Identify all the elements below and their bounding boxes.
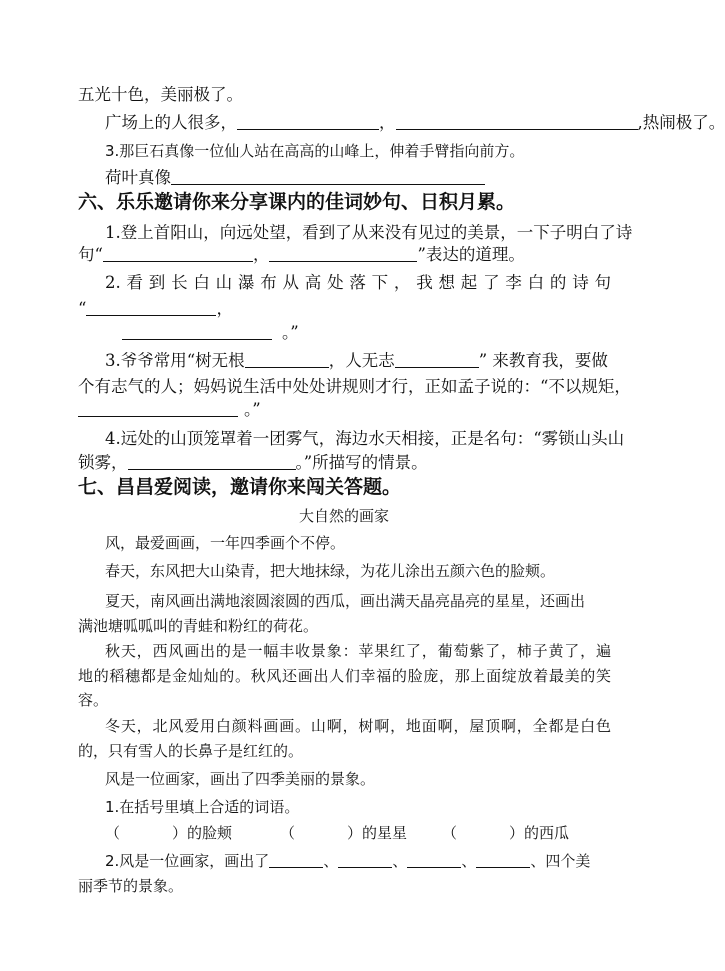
text: 、 xyxy=(323,852,339,870)
text: ,热闹极了。 xyxy=(637,113,725,132)
text: ， xyxy=(379,113,396,132)
section-heading: 六、乐乐邀请你来分享课内的佳词妙句、日积月累。 xyxy=(78,191,516,213)
question-line xyxy=(78,399,261,421)
text: ）的西瓜 xyxy=(509,824,570,842)
passage-line: 春天，东风把大山染青，把大地抹绿，为花儿涂出五颜六色的脸颊。 xyxy=(105,562,556,580)
question-line xyxy=(105,822,232,844)
text: “ xyxy=(78,299,87,318)
passage-line: 风，最爱画画，一年四季画个不停。 xyxy=(105,534,346,552)
question-line xyxy=(105,167,485,189)
answer-blank[interactable] xyxy=(395,351,479,368)
section-heading: 七、昌昌爱阅读，邀请你来闯关答题。 xyxy=(78,476,402,498)
text: 。” xyxy=(244,400,261,419)
answer-blank[interactable] xyxy=(476,851,530,868)
passage-line: 容。 xyxy=(78,691,109,709)
text: 、 xyxy=(392,852,408,870)
question-line xyxy=(78,298,233,320)
answer-blank[interactable] xyxy=(237,113,379,130)
passage-line: 秋天，西风画出的是一幅丰收景象：苹果红了，葡萄紫了，柿子黄了，遍 xyxy=(105,642,611,660)
question-line: 丽季节的景象。 xyxy=(78,877,184,895)
text: 广场上的人很多， xyxy=(105,113,237,132)
question-line xyxy=(442,822,569,844)
passage-line: 风是一位画家，画出了四季美丽的景象。 xyxy=(105,770,376,788)
question-line: 1.在括号里填上合适的词语。 xyxy=(105,798,300,816)
passage-line: 地的稻穗都是金灿灿的。秋风还画出人们幸福的脸庞，那上面绽放着最美的笑 xyxy=(78,667,611,685)
text-line: 五光十色，美丽极了。 xyxy=(78,85,243,104)
answer-blank[interactable] xyxy=(407,851,461,868)
text-line: 个有志气的人；妈妈说生活中处处讲规则才行，正如孟子说的：“不以规矩， xyxy=(78,377,631,396)
question-line xyxy=(105,350,608,372)
text: 、 xyxy=(461,852,477,870)
passage-line: 的，只有雪人的长鼻子是红红的。 xyxy=(78,742,304,760)
text: 。”所描写的情景。 xyxy=(295,453,428,472)
text: ）的星星 xyxy=(347,824,408,842)
answer-blank[interactable] xyxy=(269,245,417,262)
question-line xyxy=(78,452,428,474)
passage-line: 夏天，南风画出满地滚圆滚圆的西瓜，画出满天晶亮晶亮的星星，还画出 xyxy=(105,592,586,610)
text: 句“ xyxy=(78,245,103,264)
text: 3.爷爷常用“树无根 xyxy=(105,351,245,370)
text: ，人无志 xyxy=(328,351,395,370)
text: （ xyxy=(105,824,121,842)
answer-blank[interactable] xyxy=(171,168,485,185)
text: 、四个美 xyxy=(530,852,591,870)
text-line: 3.那巨石真像一位仙人站在高高的山峰上，伸着手臂指向前方。 xyxy=(105,142,525,160)
text-line: 1.登上首阳山，向远处望，看到了从来没有见过的美景，一下子明白了诗 xyxy=(105,223,633,242)
question-line xyxy=(78,244,525,266)
text: 2.风是一位画家，画出了 xyxy=(105,852,270,870)
question-line xyxy=(105,112,725,134)
text: ， xyxy=(216,299,233,318)
answer-blank[interactable] xyxy=(245,351,329,368)
question-line xyxy=(280,822,407,844)
text-line: 4.远处的山顶笼罩着一团雾气，海边水天相接，正是名句：“雾锁山头山 xyxy=(105,429,625,448)
passage-title: 大自然的画家 xyxy=(298,507,389,525)
text: （ xyxy=(280,824,296,842)
text: （ xyxy=(442,824,458,842)
answer-blank[interactable] xyxy=(338,851,392,868)
answer-blank[interactable] xyxy=(103,245,253,262)
text: 锁雾， xyxy=(78,453,128,472)
text-line: 2.看到长白山瀑布从高处落下，我想起了李白的诗句 xyxy=(105,273,611,292)
passage-line: 满池塘呱呱叫的青蛙和粉红的荷花。 xyxy=(78,617,319,635)
text: 荷叶真像 xyxy=(105,168,171,187)
text: ）的脸颊 xyxy=(172,824,233,842)
question-line xyxy=(122,322,299,344)
answer-blank[interactable] xyxy=(122,323,272,340)
question-line xyxy=(105,850,590,872)
answer-blank[interactable] xyxy=(86,299,216,316)
text: ”表达的道理。 xyxy=(417,245,525,264)
text: 。” xyxy=(282,323,299,342)
answer-blank[interactable] xyxy=(78,400,238,417)
passage-line: 冬天，北风爱用白颜料画画。山啊，树啊，地面啊，屋顶啊，全都是白色 xyxy=(105,717,611,735)
text: ， xyxy=(252,245,270,264)
answer-blank[interactable] xyxy=(396,113,638,130)
answer-blank[interactable] xyxy=(269,851,323,868)
answer-blank[interactable] xyxy=(128,453,296,470)
text: ” 来教育我，要做 xyxy=(478,351,608,370)
